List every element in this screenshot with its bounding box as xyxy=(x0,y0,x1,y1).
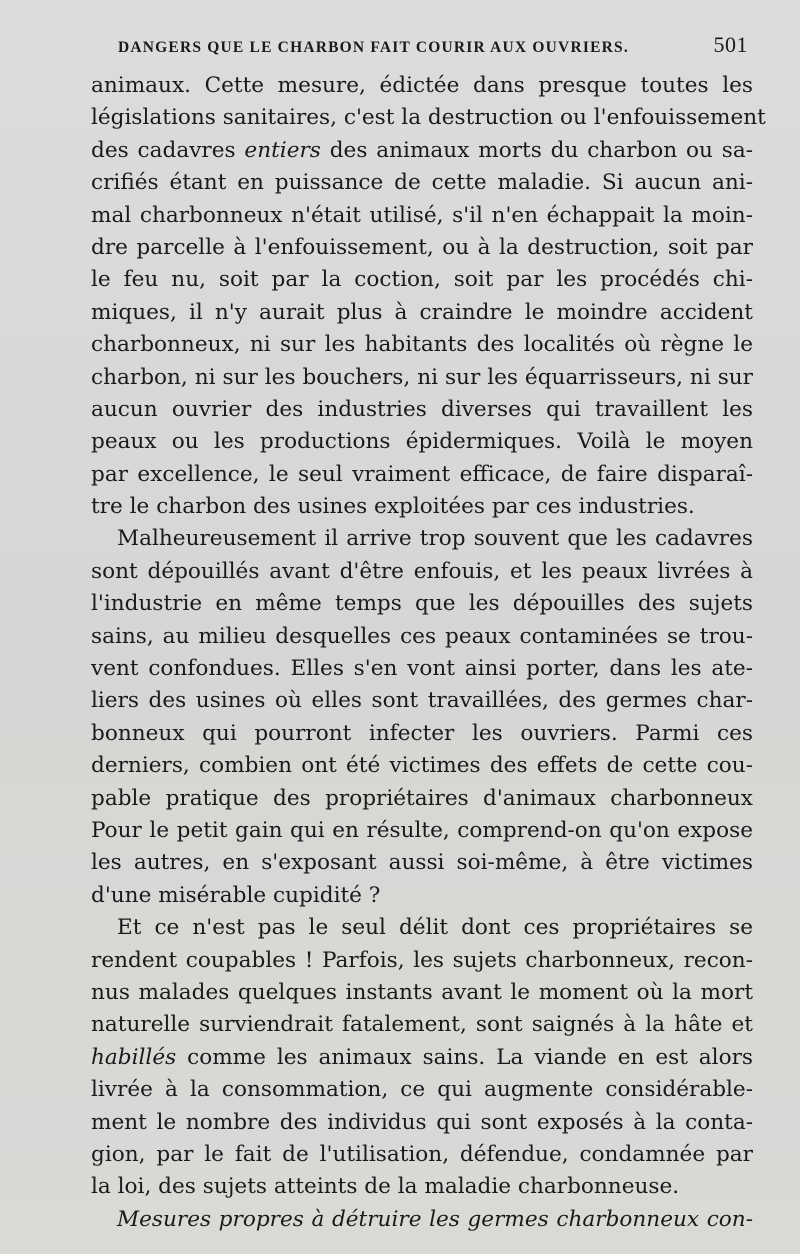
paragraph xyxy=(91,1204,753,1236)
text-line: dre parcelle à l'enfouissement, ou à la destruction, soit par xyxy=(91,234,753,260)
text-line: bonneux qui pourront infecter les ouvriers. Parmi ces xyxy=(91,720,753,746)
text-line: naturelle surviendrait fatalement, sont saignés à la hâte et xyxy=(91,1012,753,1038)
text-line: le feu nu, soit par la coction, soit par les procédés chi- xyxy=(91,267,753,293)
paragraph xyxy=(91,912,753,1204)
text-line: tre le charbon des usines exploitées par ces industries. xyxy=(91,494,695,520)
text-line: pable pratique des propriétaires d'animaux charbonneux xyxy=(91,785,753,811)
text-line: charbon, ni sur les bouchers, ni sur les équarrisseurs, ni sur xyxy=(91,364,753,390)
text-line: Pour le petit gain qui en résulte, comprend-on qu'on expose xyxy=(91,817,753,843)
text-line: aucun ouvrier des industries diverses qui travaillent les xyxy=(91,396,753,422)
text-line: crifiés étant en puissance de cette maladie. Si aucun ani- xyxy=(91,170,753,196)
text-line: vent confondues. Elles s'en vont ainsi porter, dans les ate- xyxy=(91,656,753,682)
text-line: mal charbonneux n'était utilisé, s'il n'en échappait la moin- xyxy=(91,202,753,228)
paragraph xyxy=(91,523,753,912)
text-line: animaux. Cette mesure, édictée dans presque toutes les xyxy=(91,73,753,98)
italic-text: Mesures propres à détruire les germes charbonneux con- xyxy=(117,1206,753,1232)
running-header xyxy=(118,32,748,58)
text-line: la loi, des sujets atteints de la maladie charbonneuse. xyxy=(91,1174,680,1200)
text-line: Et ce n'est pas le seul délit dont ces propriétaires se xyxy=(117,915,753,941)
text-line: peaux ou les productions épidermiques. Voilà le moyen xyxy=(91,429,753,455)
text-line: législations sanitaires, c'est la destruction ou l'enfouissement xyxy=(91,105,766,131)
text-line: sains, au milieu desquelles ces peaux contaminées se trou- xyxy=(91,623,753,649)
text-line: les autres, en s'exposant aussi soi-même, à être victimes xyxy=(91,850,753,876)
text-line: gion, par le fait de l'utilisation, défendue, condamnée par xyxy=(91,1141,753,1167)
text-line: rendent coupables ! Parfois, les sujets charbonneux, recon- xyxy=(91,947,753,973)
italic-text: habillés xyxy=(91,1044,177,1070)
text-line xyxy=(91,1204,753,1236)
text-line: miques, il n'y aurait plus à craindre le moindre accident xyxy=(91,299,753,325)
text-line: liers des usines où elles sont travaillées, des germes char- xyxy=(91,688,753,714)
text-line: charbonneux, ni sur les habitants des localités où règne le xyxy=(91,332,753,358)
running-title: DANGERS QUE LE CHARBON FAIT COURIR AUX OUVRIERS. xyxy=(118,39,629,56)
text-line: nus malades quelques instants avant le moment où la mort xyxy=(91,979,753,1005)
page-number: 501 xyxy=(713,32,748,57)
text-line: sont dépouillés avant d'être enfouis, et les peaux livrées à xyxy=(91,558,753,584)
text-line: l'industrie en même temps que les dépouilles des sujets xyxy=(91,591,753,617)
page-body-text xyxy=(91,70,766,1236)
text-line: d'une misérable cupidité ? xyxy=(91,882,381,908)
paragraph xyxy=(91,70,766,523)
text-line: Malheureusement il arrive trop souvent que les cadavres xyxy=(117,526,753,552)
italic-text: entiers xyxy=(244,137,321,163)
text-line: derniers, combien ont été victimes des effets de cette cou- xyxy=(91,753,753,779)
text-line: des cadavres entiers des animaux morts du charbon ou sa- xyxy=(91,137,753,163)
text-line: ment le nombre des individus qui sont exposés à la conta- xyxy=(91,1109,753,1135)
text-line: habillés comme les animaux sains. La viande en est alors xyxy=(91,1044,753,1070)
text-line: livrée à la consommation, ce qui augmente considérable- xyxy=(91,1077,753,1103)
text-line: par excellence, le seul vraiment efficace, de faire disparaî- xyxy=(91,461,753,487)
